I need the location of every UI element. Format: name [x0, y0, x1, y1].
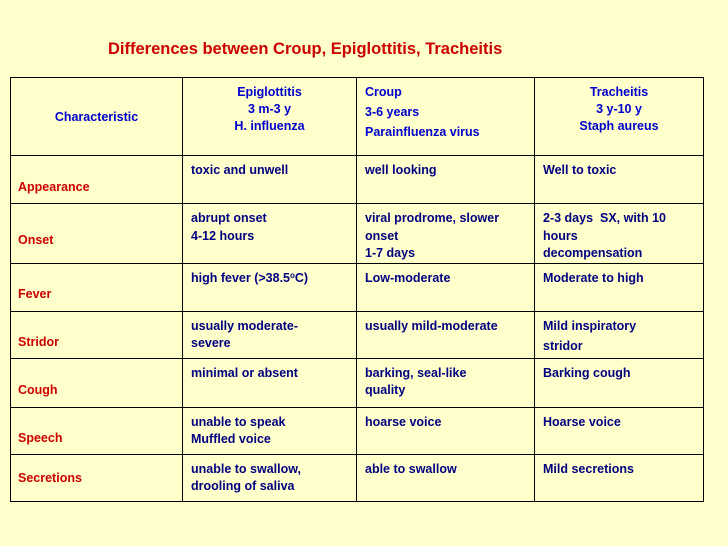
cell-line: Mild secretions	[543, 461, 634, 476]
cell-epiglottitis	[183, 358, 357, 407]
degree-symbol: o	[290, 270, 295, 280]
cell-line: onset	[365, 228, 399, 243]
cell-line: able to swallow	[365, 461, 457, 476]
row-label-secretions: Secretions	[11, 454, 183, 501]
cell-line: Mild inspiratory	[543, 318, 637, 333]
tracheitis-age: 3 y-10 y	[596, 101, 642, 116]
cell-tracheitis	[535, 204, 704, 264]
cell-croup	[357, 311, 535, 358]
cell-line: hoarse voice	[365, 414, 442, 429]
croup-name: Croup	[365, 85, 402, 99]
row-label-onset: Onset	[11, 204, 183, 264]
row-label-fever: Fever	[11, 263, 183, 311]
cell-epiglottitis	[183, 156, 357, 204]
croup-age: 3-6 years	[365, 104, 420, 119]
table-row	[11, 263, 704, 311]
cell-line: well looking	[365, 163, 437, 177]
cell-line: 4-12 hours	[191, 228, 255, 243]
cell-epiglottitis	[183, 311, 357, 358]
cell-line: Moderate to high	[543, 270, 644, 285]
table-row	[11, 156, 704, 204]
cell-line: barking, seal-like	[365, 365, 467, 380]
cell-epiglottitis	[183, 454, 357, 501]
cell-tracheitis	[535, 311, 704, 358]
cell-line: drooling of saliva	[191, 479, 295, 493]
row-label-appearance: Appearance	[11, 156, 183, 204]
tracheitis-organism: Staph aureus	[579, 118, 659, 133]
cell-line: decompensation	[543, 246, 643, 260]
cell-tracheitis	[535, 454, 704, 501]
header-characteristic: Characteristic	[11, 78, 183, 156]
cell-croup	[357, 407, 535, 454]
cell-line: Hoarse voice	[543, 414, 621, 429]
cell-croup	[357, 358, 535, 407]
epiglottitis-age: 3 m-3 y	[247, 101, 292, 116]
header-epiglottitis	[183, 78, 357, 156]
comparison-table	[10, 77, 704, 502]
epiglottitis-organism: H. influenza	[234, 118, 305, 133]
cell-tracheitis	[535, 407, 704, 454]
cell-tracheitis	[535, 263, 704, 311]
fever-unit: C)	[294, 270, 309, 285]
cell-tracheitis	[535, 358, 704, 407]
cell-line: stridor	[543, 339, 583, 353]
cell-line: abrupt onset	[191, 211, 267, 225]
cell-epiglottitis	[183, 263, 357, 311]
table-row	[11, 204, 704, 264]
cell-line: toxic and unwell	[191, 163, 289, 177]
cell-tracheitis	[535, 156, 704, 204]
header-tracheitis	[535, 78, 704, 156]
table-row	[11, 407, 704, 454]
cell-line: Barking cough	[543, 365, 631, 380]
cell-line: usually mild-moderate	[365, 318, 498, 333]
cell-croup	[357, 204, 535, 264]
header-croup	[357, 78, 535, 156]
croup-organism: Parainfluenza virus	[365, 124, 480, 139]
table-row	[11, 454, 704, 501]
epiglottitis-name: Epiglottitis	[237, 85, 302, 99]
tracheitis-name: Tracheitis	[589, 85, 649, 99]
cell-line: Low-moderate	[365, 270, 451, 285]
header-row	[11, 78, 704, 156]
row-label-speech: Speech	[11, 407, 183, 454]
cell-epiglottitis	[183, 204, 357, 264]
cell-line	[191, 270, 350, 288]
cell-line: 2-3 days SX, with 10	[543, 211, 666, 225]
table-row	[11, 311, 704, 358]
row-label-stridor: Stridor	[11, 311, 183, 358]
cell-line: Muffled voice	[191, 432, 271, 446]
cell-line: 1-7 days	[365, 246, 416, 260]
cell-line: unable to swallow,	[191, 461, 301, 476]
cell-line: viral prodrome, slower	[365, 211, 500, 225]
cell-croup	[357, 454, 535, 501]
cell-line: usually moderate-	[191, 318, 298, 333]
cell-line: hours	[543, 228, 578, 243]
cell-line: severe	[191, 336, 231, 350]
cell-line: quality	[365, 383, 406, 397]
cell-line: Well to toxic	[543, 163, 617, 177]
table-row	[11, 358, 704, 407]
cell-line: minimal or absent	[191, 365, 298, 380]
row-label-cough: Cough	[11, 358, 183, 407]
cell-croup	[357, 156, 535, 204]
page-title: Differences between Croup, Epiglottitis, Tracheitis	[108, 40, 503, 58]
cell-epiglottitis	[183, 407, 357, 454]
fever-value: high fever (>38.5	[191, 270, 290, 285]
cell-line: unable to speak	[191, 414, 286, 429]
cell-croup	[357, 263, 535, 311]
